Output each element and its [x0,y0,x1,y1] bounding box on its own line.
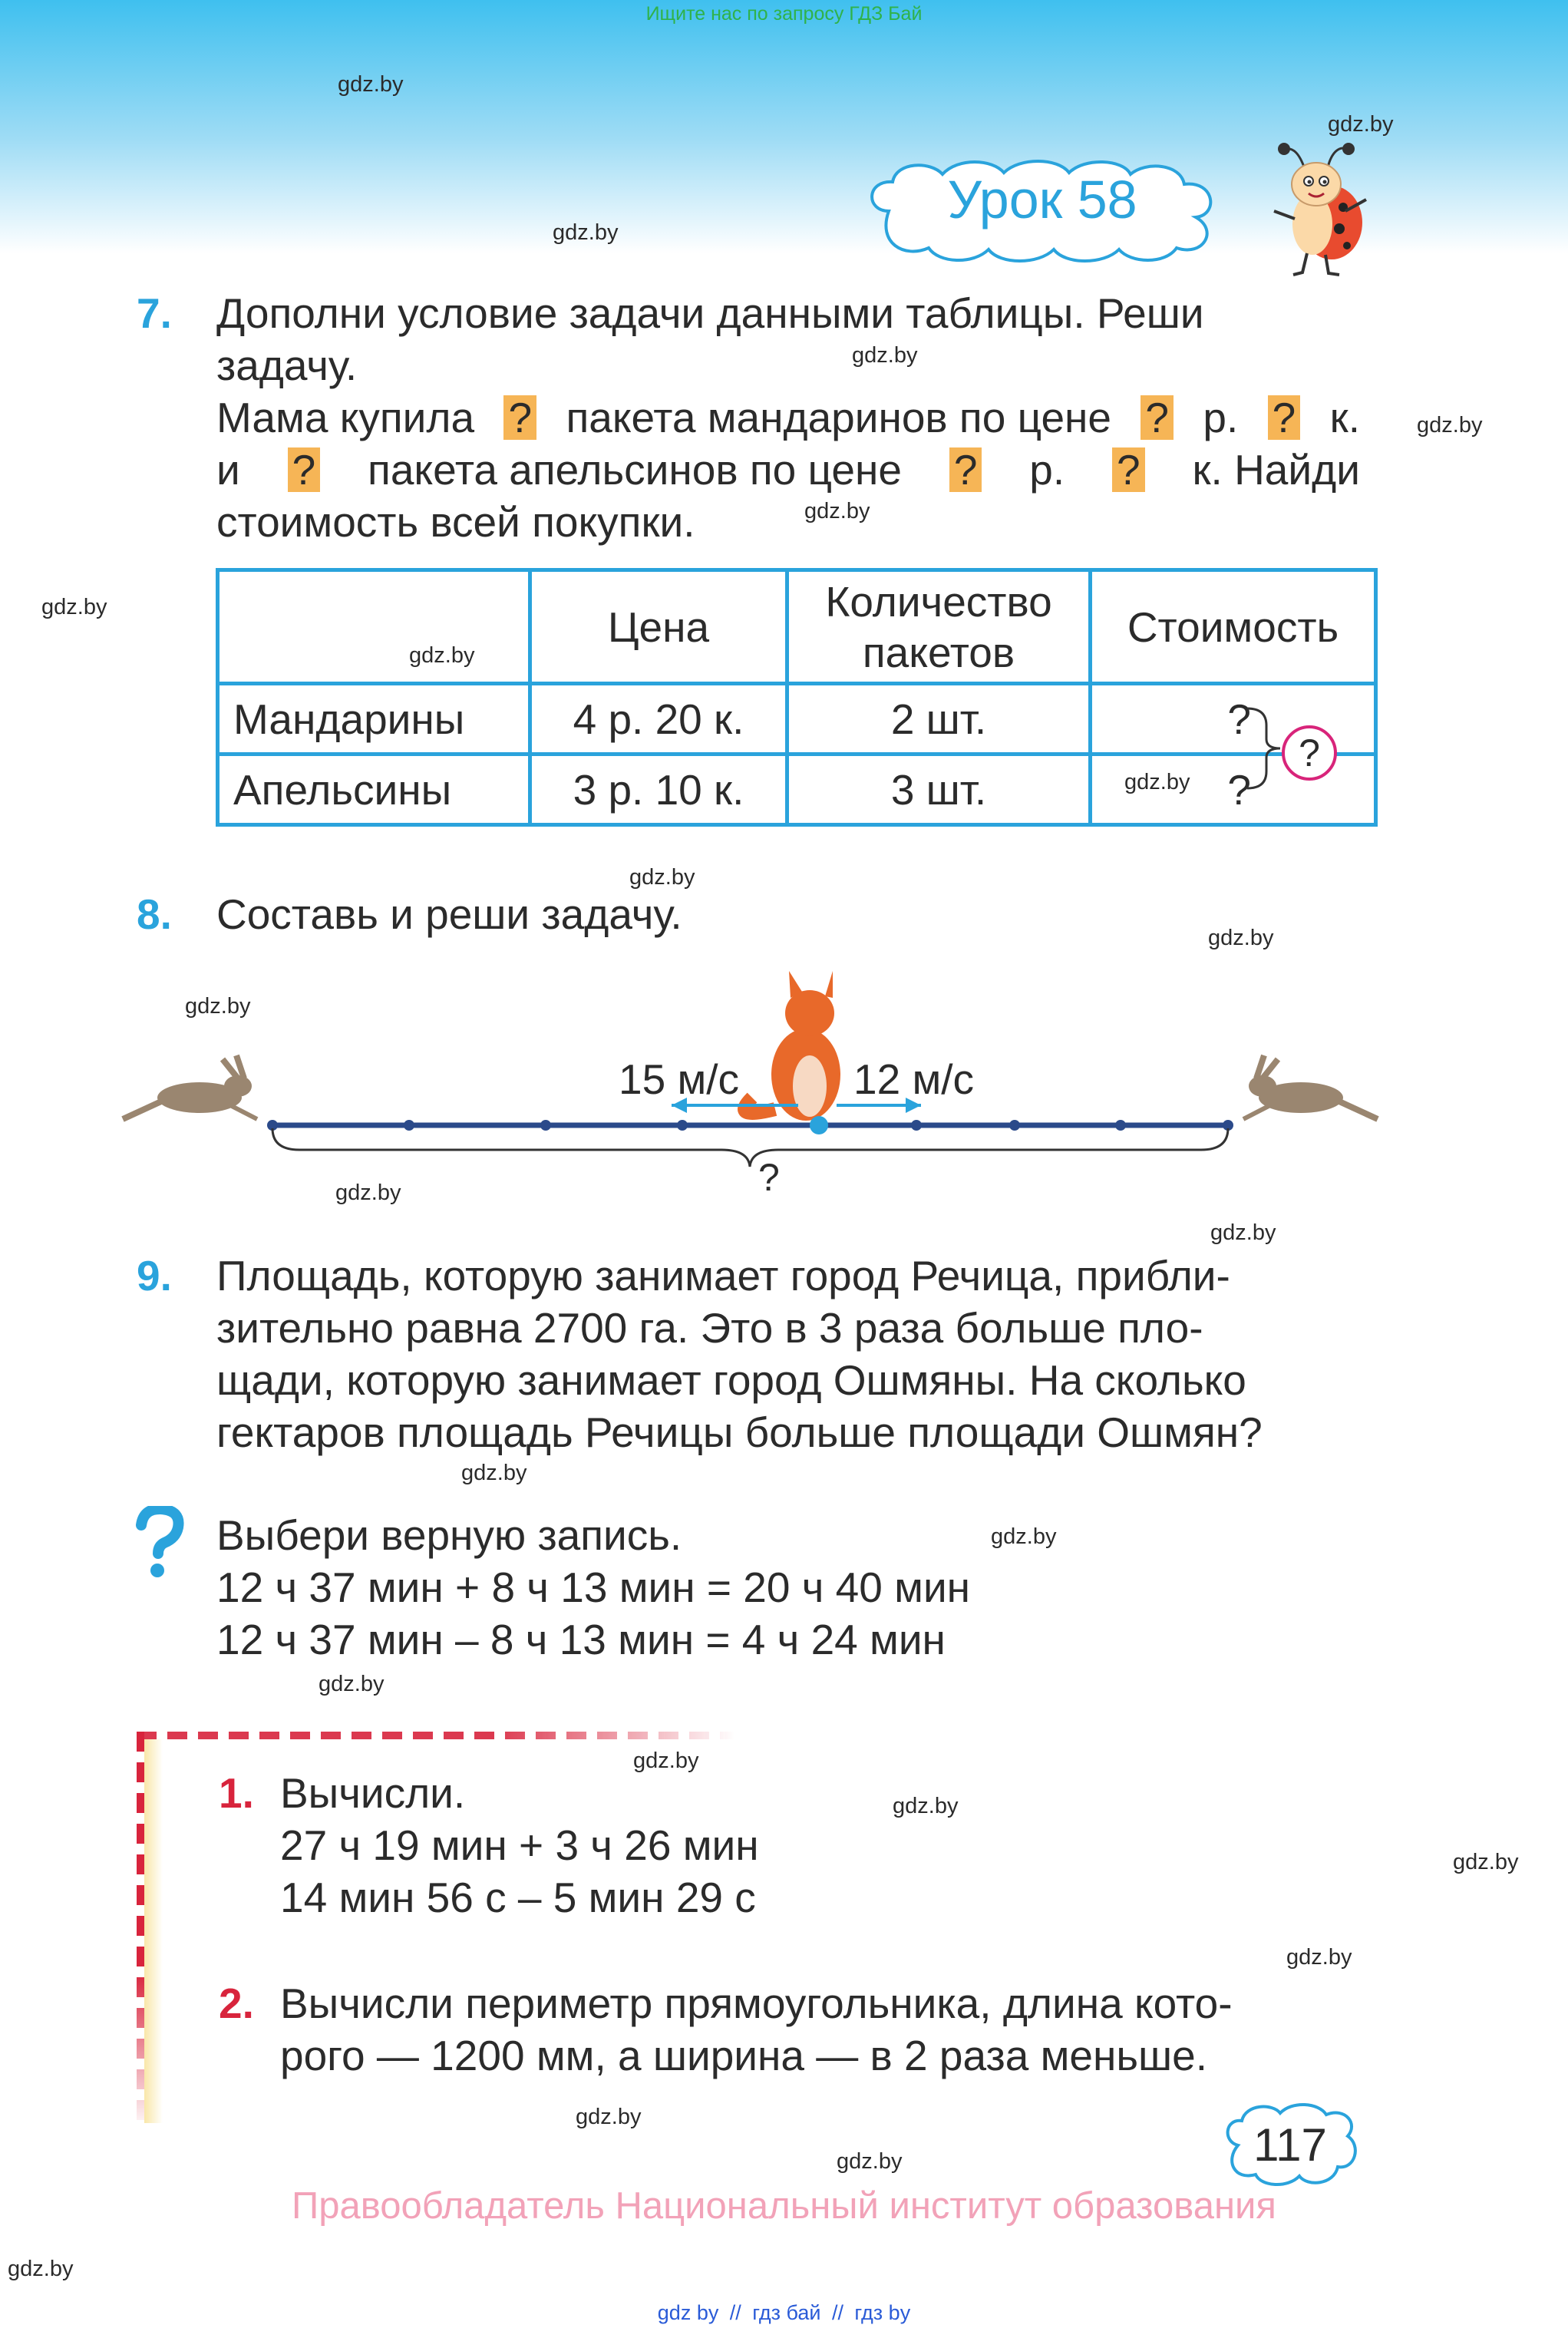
watermark: gdz.by [461,1461,527,1485]
watermark: gdz.by [804,499,870,523]
question-box: ? [1268,395,1301,440]
table-header-row [218,570,1376,684]
question-box: ? [288,447,321,492]
page-number: 117 [1253,2119,1327,2171]
watermark: gdz.by [185,994,251,1019]
watermark: gdz.by [576,2105,642,2129]
task-7-text [216,287,1360,548]
extra-2-text: Вычисли периметр прямоугольника, длина кото- рого — 1200 мм, а ширина — в 2 раза меньше. [280,1980,1233,2079]
footer-links [0,2301,1568,2325]
row-price: 4 р. 20 к. [530,684,787,755]
motion-diagram [115,944,1381,1197]
table-header-cost: Стоимость [1091,570,1376,684]
question-mark-icon [132,1506,186,1579]
watermark: gdz.by [338,72,404,97]
row-price: 3 р. 10 к. [530,755,787,825]
extra-frame-left [137,1732,144,2131]
total-question-circle: ? [1282,725,1337,781]
fox-position-point [810,1116,828,1134]
watermark: gdz.by [633,1749,699,1773]
extra-frame-top [137,1732,735,1739]
fox-icon [744,971,840,1121]
watermark: gdz.by [893,1794,959,1818]
hare-left-icon [123,1055,257,1119]
hare-right-icon [1243,1055,1378,1119]
task-8-text: Составь и реши задачу. [216,890,682,938]
top-banner[interactable]: Ищите нас по запросу ГДЗ Бай [645,3,923,25]
task-7-line-3: Мама купила ? пакета мандаринов по цене ? р. ? к. [216,394,1360,441]
watermark: gdz.by [409,643,475,668]
speed-right-label: 12 м/с [853,1055,975,1103]
extra-1-text: Вычисли. 27 ч 19 мин + 3 ч 26 мин 14 мин 56 с – 5 мин 29 с [280,1769,759,1921]
row-name: Апельсины [218,755,530,825]
table-header-price: Цена [530,570,787,684]
watermark: gdz.by [41,595,107,619]
row-cost: ? [1091,755,1376,825]
task-7-line-2: задачу. [216,342,358,389]
extra-1-number: 1. [219,1769,254,1817]
watermark: gdz.by [8,2257,74,2281]
extra-2-number: 2. [219,1980,254,2027]
copyright: Правообладатель Национальный институт образования [292,2185,1276,2227]
footer-separator: // [831,2301,843,2324]
speed-left-label: 15 м/с [619,1055,740,1103]
watermark: gdz.by [1453,1850,1519,1874]
task-9-text: Площадь, которую занимает город Речица, прибли- зительно равна 2700 га. Это в 3 раза больше пло- щади, которую занимает город Ошмяны. На сколько гектаров площадь Речицы больше площади Ошмян? [216,1252,1263,1456]
task-7-number: 7. [137,289,172,337]
footer-link-gdz-by-2[interactable]: гдз by [854,2301,911,2324]
question-box: ? [1141,395,1174,440]
row-quantity: 3 шт. [787,755,1091,825]
table-row [218,684,1376,755]
question-box: ? [1112,447,1145,492]
watermark: gdz.by [1210,1220,1276,1245]
quiz-block: Выбери верную запись. 12 ч 37 мин + 8 ч 13 мин = 20 ч 40 мин 12 ч 37 мин – 8 ч 13 мин = 4 ч 24 мин [216,1511,971,1663]
watermark: gdz.by [1417,413,1483,438]
price-table [216,568,1378,827]
watermark: gdz.by [335,1181,401,1205]
row-cost: ? [1091,684,1376,755]
distance-question: ? [758,1156,780,1199]
watermark: gdz.by [1208,926,1274,950]
watermark: gdz.by [1328,112,1394,137]
task-7-line-4: и ? пакета апельсинов по цене ? р. ? к. Найди [216,446,1360,494]
watermark: gdz.by [629,865,695,890]
row-name: Мандарины [218,684,530,755]
table-header-quantity: Количество пакетов [787,570,1091,684]
footer-separator: // [729,2301,741,2324]
distance-brace [272,1128,1228,1167]
task-7-line-1: Дополни условие задачи данными таблицы. Реши [216,289,1204,337]
watermark: gdz.by [319,1672,385,1696]
question-box: ? [949,447,982,492]
question-box: ? [503,395,536,440]
footer-link-gdz-bai[interactable]: гдз бай [752,2301,821,2324]
watermark: gdz.by [991,1524,1057,1549]
task-8-number: 8. [137,890,172,938]
table-header-empty [218,570,530,684]
watermark: gdz.by [1286,1945,1352,1970]
lesson-title: Урок 58 [947,170,1137,230]
table-row [218,755,1376,825]
ladybug-mascot-icon [1270,138,1370,280]
footer-link-gdz-by[interactable]: gdz by [657,2301,719,2324]
row-quantity: 2 шт. [787,684,1091,755]
task-9-number: 9. [137,1252,172,1299]
watermark: gdz.by [553,220,619,245]
task-7-line-5: стоимость всей покупки. [216,498,695,546]
watermark: gdz.by [1124,770,1190,794]
watermark: gdz.by [852,343,918,368]
extra-frame-shade [144,1739,163,2123]
watermark: gdz.by [837,2149,903,2174]
